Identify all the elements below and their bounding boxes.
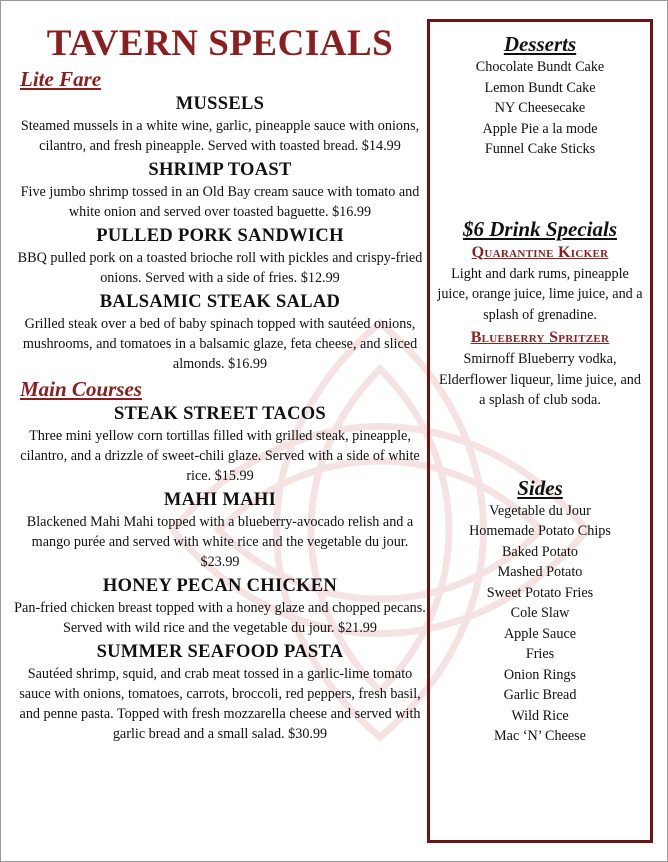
page-title: TAVERN SPECIALS [46,23,394,64]
list-item: Mac ‘N’ Cheese [494,728,586,744]
list-item: Funnel Cake Sticks [484,141,596,157]
section-heading-lite-fare: Lite Fare [20,67,102,91]
main-courses-list [14,402,426,744]
list-item: Baked Potato [501,543,579,560]
sides-section [430,475,650,747]
item-description: Blackened Mahi Mahi topped with a blueberry-avocado relish and a mango purée and served with white rice and the vegetable du jour. $23.99 [26,514,414,570]
list-item: Lemon Bundt Cake [484,79,596,96]
item-name: PULLED PORK SANDWICH [96,226,344,246]
menu-item [14,290,426,374]
item-name: HONEY PECAN CHICKEN [102,576,338,596]
list-item: Homemade Potato Chips [469,523,611,539]
drinks-section [430,216,650,411]
list-item: Onion Rings [503,666,577,683]
item-name: BALSAMIC STEAK SALAD [99,292,341,312]
list-item: Sweet Potato Fries [486,584,594,601]
menu-item [14,402,426,486]
drink-name: Blueberry Spritzer [470,329,610,346]
item-description: Five jumbo shrimp tossed in an Old Bay cream sauce with tomato and white onion and served over toasted baguette. $16.99 [20,184,420,220]
section-heading-main-courses: Main Courses [20,377,142,401]
drink-item [430,242,650,326]
list-item: Mashed Potato [497,564,583,580]
item-name: MUSSELS [175,94,265,114]
list-item: Apple Pie a la mode [482,120,598,137]
specials-sidebar [427,19,653,843]
sides-list [430,501,650,747]
left-column [14,22,426,746]
drinks-heading: $6 Drink Specials [462,216,617,241]
desserts-section [430,31,650,160]
list-item: Garlic Bread [503,687,577,703]
sides-heading: Sides [517,475,563,500]
menu-item [14,158,426,222]
item-description: Sautéed shrimp, squid, and crab meat tossed in a garlic-lime tomato sauce with onions, tomatoes, carrots, broccoli, red peppers, fresh basil, and penne pasta. Topped with fresh mozzarella cheese and served with garlic bread and a small salad. $30.99 [19,666,421,742]
menu-item [14,224,426,288]
item-description: Grilled steak over a bed of baby spinach topped with sautéed onions, mushrooms, and tomatoes in a balsamic glaze, feta cheese, and sliced almonds. $16.99 [22,316,418,372]
menu-item [14,574,426,638]
item-name: MAHI MAHI [163,490,277,510]
item-description: Steamed mussels in a white wine, garlic, pineapple sauce with onions, cilantro, and fresh pineapple. Served with toasted bread. $14.99 [20,118,420,154]
desserts-list [430,57,650,160]
drink-description: Light and dark rums, pineapple juice, orange juice, lime juice, and a splash of grenadine. [437,265,643,323]
drink-description: Smirnoff Blueberry vodka, Elderflower liqueur, lime juice, and a splash of club soda. [439,351,641,408]
desserts-heading: Desserts [503,32,577,56]
list-item: Chocolate Bundt Cake [475,59,605,75]
list-item: Apple Sauce [503,625,577,642]
menu-item [14,488,426,572]
drink-item [430,327,650,411]
drink-name: Quarantine Kicker [471,243,609,261]
item-name: SHRIMP TOAST [148,160,292,180]
list-item: NY Cheesecake [494,100,586,116]
item-name: STEAK STREET TACOS [113,404,327,424]
menu-item [14,640,426,744]
list-item: Wild Rice [511,707,569,724]
list-item: Fries [525,646,555,662]
list-item: Cole Slaw [510,605,570,621]
item-description: Three mini yellow corn tortillas filled with grilled steak, pineapple, cilantro, and a drizzle of sweet-chili glaze. Served with a side of white rice. $15.99 [20,428,420,484]
item-description: Pan-fried chicken breast topped with a honey glaze and chopped pecans. Served with wild rice and the vegetable du jour. $21.99 [14,600,426,636]
lite-fare-list [14,92,426,374]
menu-item [14,92,426,156]
item-description: BBQ pulled pork on a toasted brioche roll with pickles and crispy-fried onions. Served with a side of fries. $12.99 [17,250,423,286]
list-item: Vegetable du Jour [489,502,591,519]
item-name: SUMMER SEAFOOD PASTA [96,642,344,662]
